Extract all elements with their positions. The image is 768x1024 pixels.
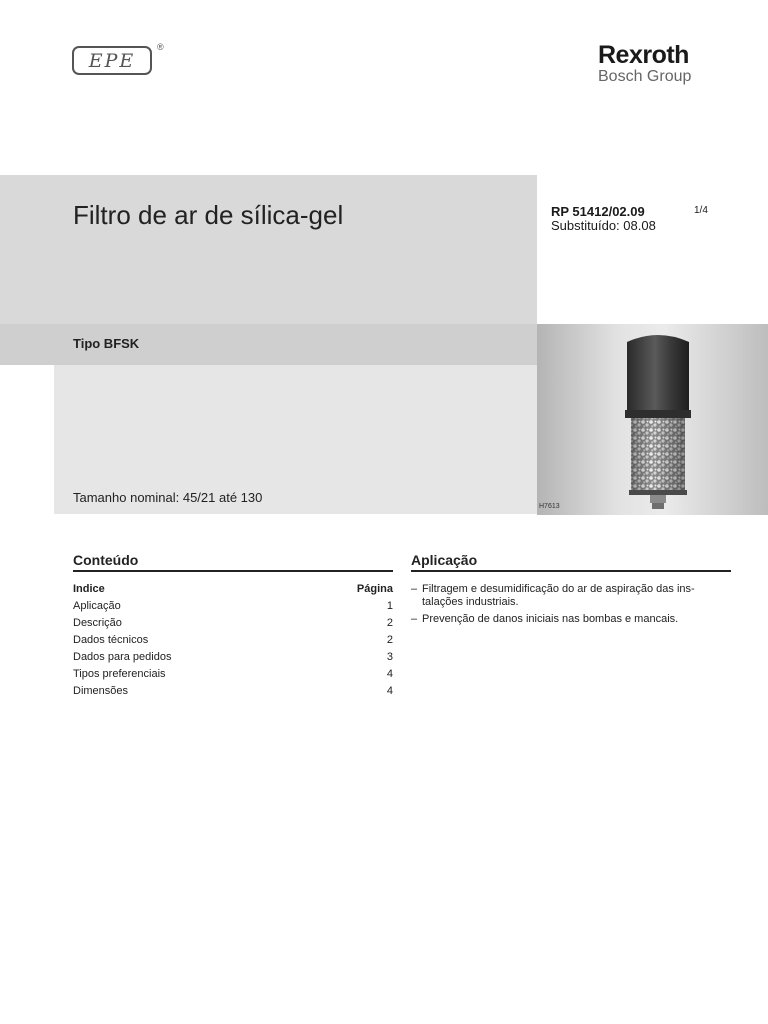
replaces-date: Substituído: 08.08 <box>551 218 656 233</box>
bullet-dash: – <box>411 613 418 625</box>
toc-item-label[interactable]: Tipos preferenciais <box>73 668 166 680</box>
application-item-line: Filtragem e desumidificação do ar de aspiração das ins- <box>422 583 695 595</box>
epe-logo-text: EPE <box>72 46 152 75</box>
application-item-line: Prevenção de danos iniciais nas bombas e mancais. <box>422 613 679 625</box>
toc-item-page: 1 <box>386 600 393 612</box>
toc-item-label[interactable]: Descrição <box>73 617 122 629</box>
filter-illustration <box>537 324 768 515</box>
contents-rule <box>73 570 393 572</box>
bullet-dash: – <box>411 583 418 595</box>
toc-item-page: 4 <box>386 668 393 680</box>
toc-item-page: 3 <box>386 651 393 663</box>
rexroth-brand: Rexroth <box>598 41 689 69</box>
toc-page-header: Página <box>356 583 393 595</box>
epe-logo <box>72 42 164 78</box>
document-number: RP 51412/02.09 <box>551 204 645 219</box>
application-rule <box>411 570 731 572</box>
contents-heading: Conteúdo <box>73 552 139 568</box>
rexroth-group: Bosch Group <box>598 68 692 85</box>
toc-item-page: 2 <box>386 617 393 629</box>
photo-code: H7613 <box>539 503 560 510</box>
toc-item-label[interactable]: Dimensões <box>73 685 129 697</box>
registered-mark: ® <box>157 42 164 52</box>
page-title: Filtro de ar de sílica-gel <box>73 200 344 230</box>
page-number: 1/4 <box>694 205 708 216</box>
toc-item-label[interactable]: Dados para pedidos <box>73 651 172 663</box>
product-photo <box>537 324 768 515</box>
toc-item-label[interactable]: Dados técnicos <box>73 634 149 646</box>
application-item-line: talações industriais. <box>422 596 519 608</box>
toc-item-page: 2 <box>386 634 393 646</box>
toc-item-page: 4 <box>386 685 393 697</box>
title-band <box>0 175 537 324</box>
nominal-size: Tamanho nominal: 45/21 até 130 <box>73 490 263 505</box>
application-heading: Aplicação <box>411 552 478 568</box>
type-label: Tipo BFSK <box>73 336 140 351</box>
toc-index-header: Indice <box>73 583 105 595</box>
rexroth-logo <box>598 42 718 86</box>
toc-item-label[interactable]: Aplicação <box>73 600 121 612</box>
